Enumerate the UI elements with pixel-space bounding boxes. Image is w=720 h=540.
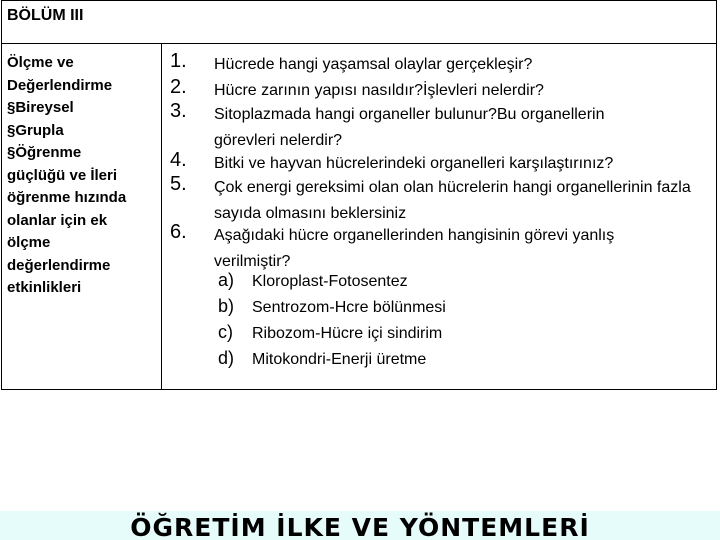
question-number: 1. <box>170 50 187 72</box>
question-number: 3. <box>170 100 187 122</box>
question-text: Çok energi gereksimi olan olan hücrelerin hangi organellerinin fazla sayıda olmasını beklersiniz <box>214 179 691 222</box>
question-number: 2. <box>170 76 187 98</box>
question-text: Aşağıdaki hücre organellerinden hangisinin görevi yanlış verilmiştir? <box>214 227 615 270</box>
question-text: Hücrede hangi yaşamsal olaylar gerçekleşir? <box>214 56 533 73</box>
left-line: değerlendirme <box>7 256 111 274</box>
option-text: Sentrozom-Hcre bölünmesi <box>252 299 446 316</box>
footer-title: ÖĞRETİM İLKE VE YÖNTEMLERİ <box>130 513 590 540</box>
option-letter: d) <box>218 348 235 368</box>
footer-banner <box>0 511 720 540</box>
option-letter: b) <box>218 296 235 316</box>
question-text: Hücre zarının yapısı nasıldır?İşlevleri nelerdir? <box>214 82 544 99</box>
assessment-label <box>7 52 159 300</box>
left-line: §Öğrenme <box>7 144 82 161</box>
left-line: §Grupla <box>7 121 64 139</box>
left-line: olanlar için ek <box>7 211 108 229</box>
questions-column <box>162 44 716 389</box>
left-line: Değerlendirme <box>7 76 113 94</box>
left-column <box>2 44 162 389</box>
option-letter: a) <box>218 270 235 290</box>
section-title: BÖLÜM III <box>7 7 84 24</box>
question-number: 4. <box>170 149 187 171</box>
left-line: ölçme <box>7 234 51 251</box>
option-text: Ribozom-Hücre içi sindirim <box>252 325 443 342</box>
left-line: etkinlikleri <box>7 279 82 296</box>
option-text: Mitokondri-Enerji üretme <box>252 351 427 368</box>
question-text: Sitoplazmada hangi organeller bulunur?Bu organellerin görevleri nelerdir? <box>214 106 605 149</box>
header-cell <box>2 1 716 44</box>
left-line: güçlüğü ve İleri <box>7 166 118 184</box>
question-number: 6. <box>170 221 187 243</box>
left-line: Ölçme ve <box>7 54 74 71</box>
option-letter: c) <box>218 322 233 342</box>
question-text: Bitki ve hayvan hücrelerindeki organelleri karşılaştırınız? <box>214 155 614 172</box>
left-line: §Bireysel <box>7 99 74 116</box>
option-text: Kloroplast-Fotosentez <box>252 273 408 290</box>
left-line: öğrenme hızında <box>7 189 127 206</box>
question-number: 5. <box>170 173 187 195</box>
content-table <box>1 0 717 390</box>
